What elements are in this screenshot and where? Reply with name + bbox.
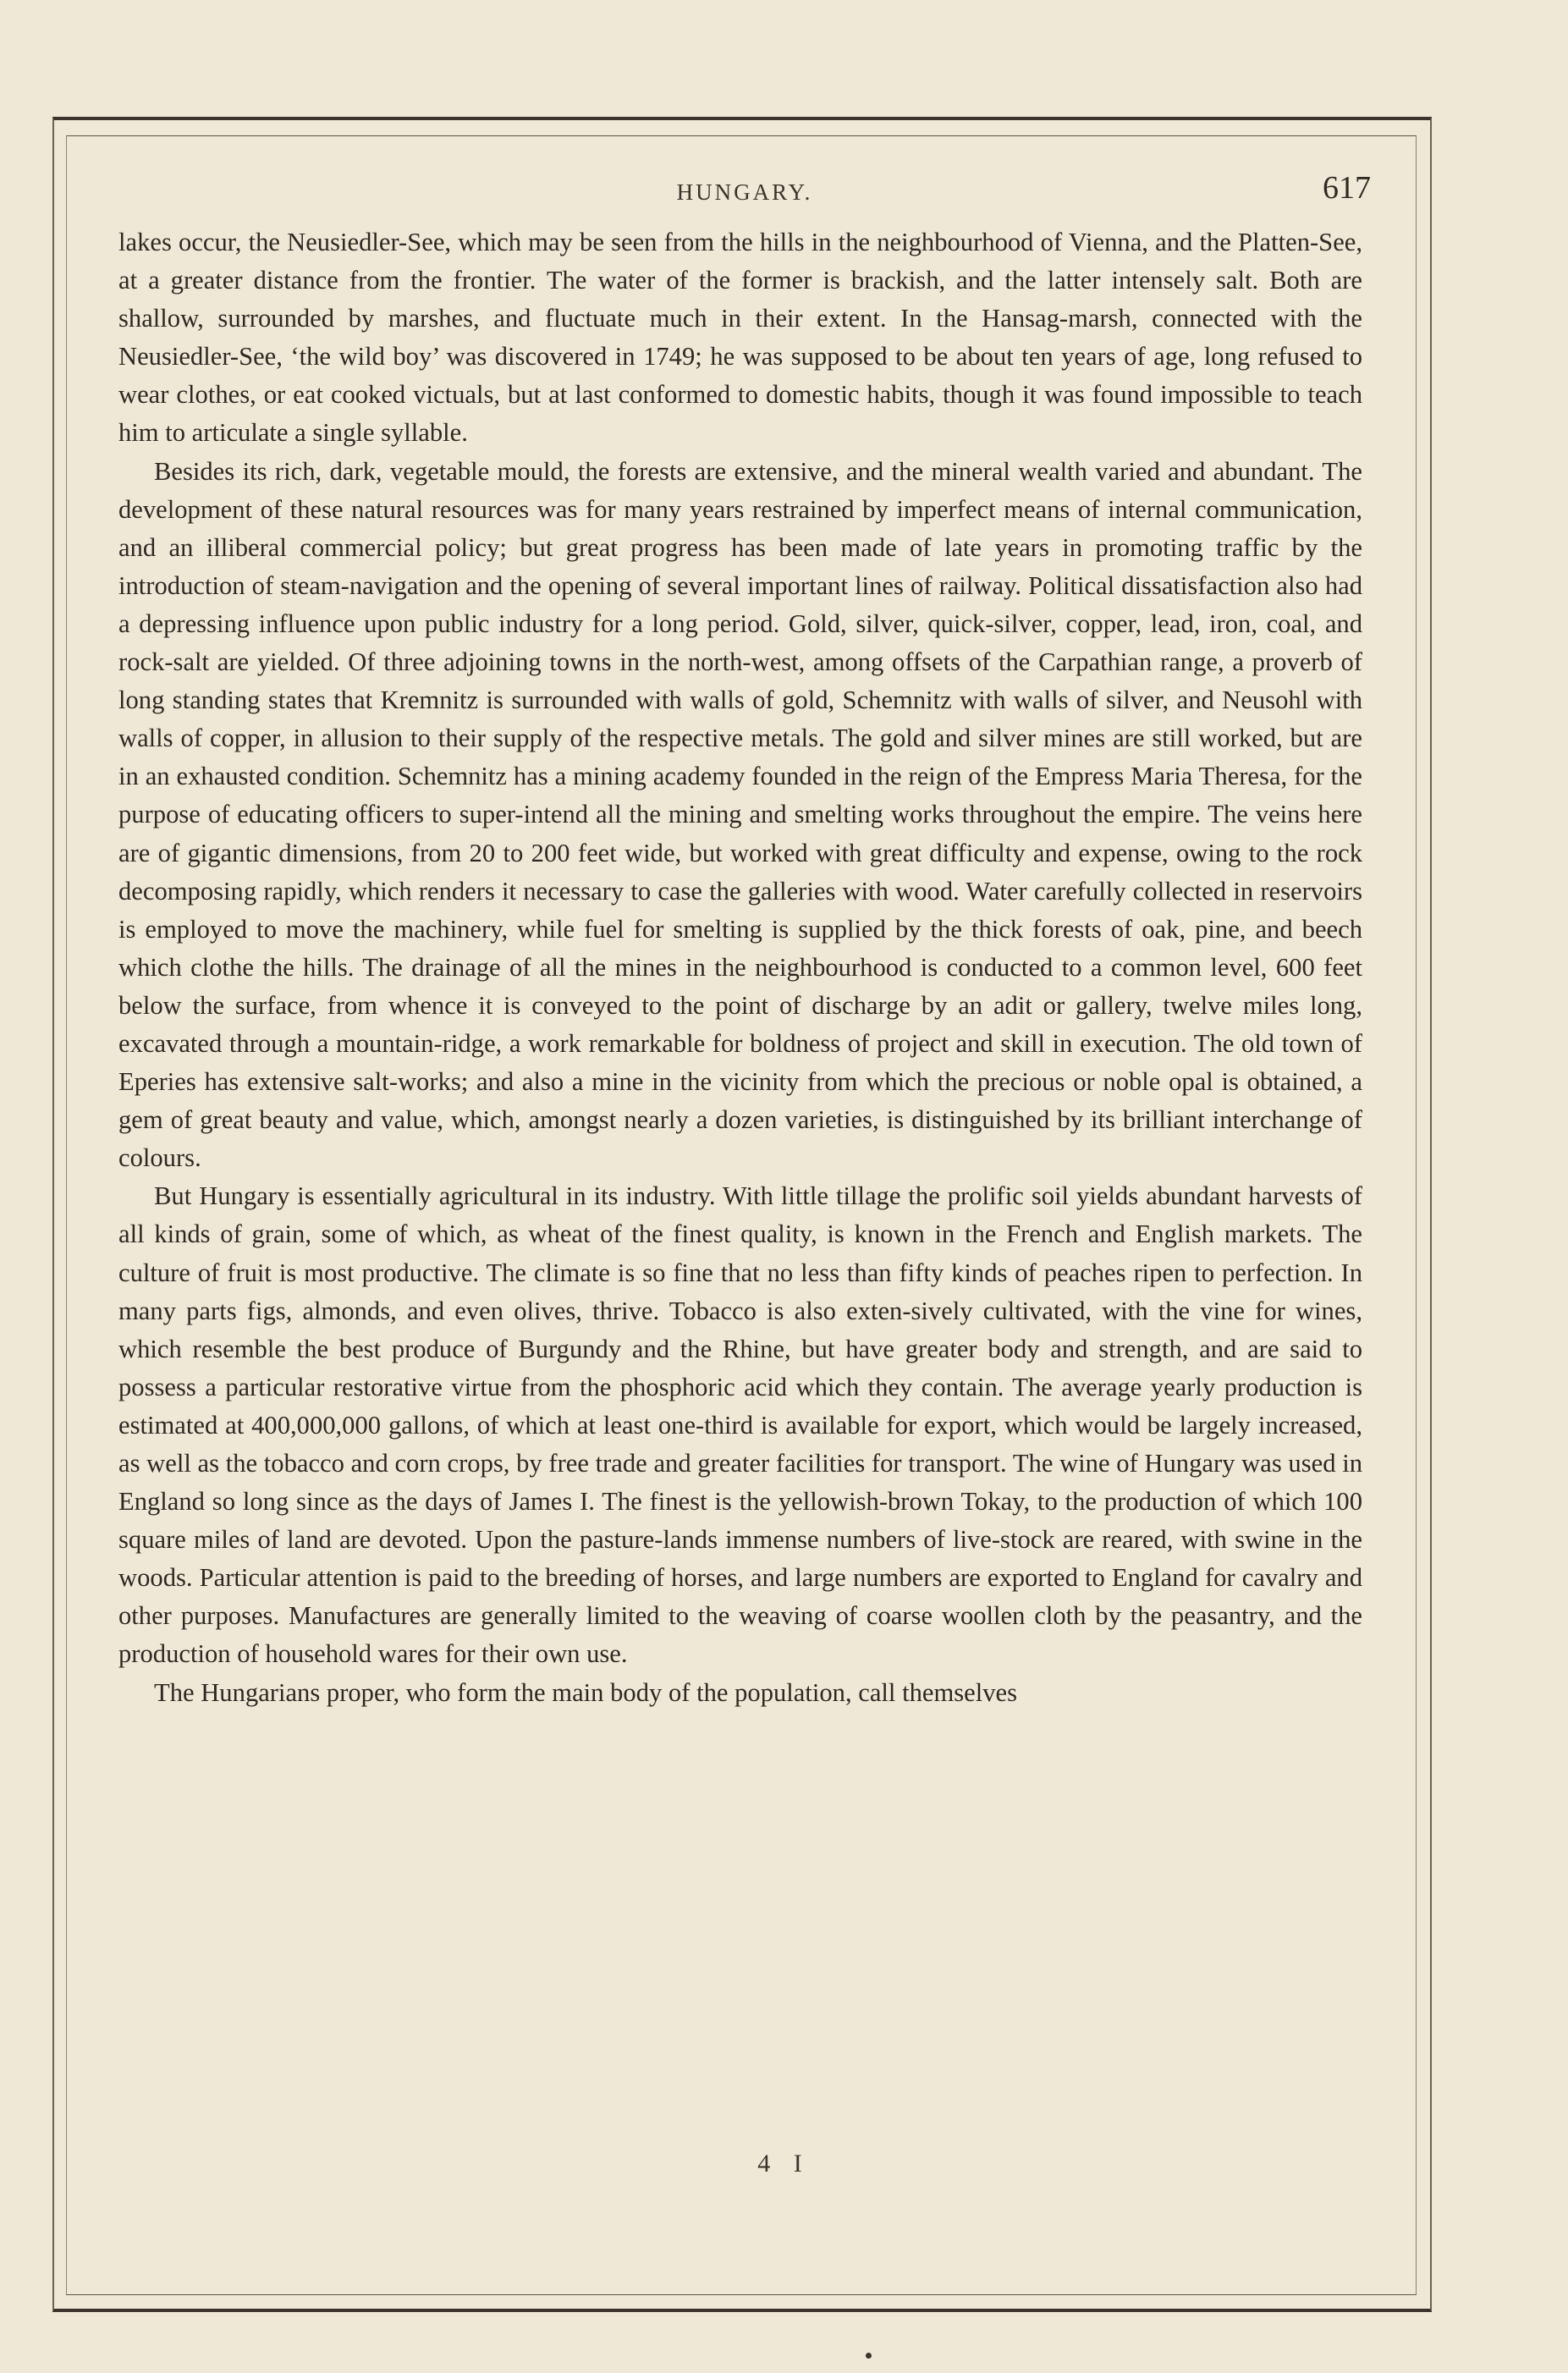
printer-signature: 4 I: [757, 2150, 811, 2178]
paragraph-resources: Besides its rich, dark, vegetable mould, the forests are extensive, and the mineral wealth varied and abundant. The development of these natural resources was for many years restrained by imperfect means of internal communication, and an illiberal commercial policy; but great progress has been made of late years in promoting traffic by the introduction of steam-navigation and the opening of several important lines of railway. Political dissatisfaction also had a depressing influence upon public industry for a long period. Gold, silver, quick-silver, copper, lead, iron, coal, and rock-salt are yielded. Of three adjoining towns in the north-west, among offsets of the Carpathian range, a proverb of long standing states that Kremnitz is surrounded with walls of gold, Schemnitz with walls of silver, and Neusohl with walls of copper, in allusion to their supply of the respective metals. The gold and silver mines are still worked, but are in an exhausted condition. Schemnitz has a mining academy founded in the reign of the Empress Maria Theresa, for the purpose of educating officers to super-intend all the mining and smelting works throughout the empire. The veins here are of gigantic dimensions, from 20 to 200 feet wide, but worked with great difficulty and expense, owing to the rock decomposing rapidly, which renders it necessary to case the galleries with wood. Water carefully collected in reservoirs is employed to move the machinery, while fuel for smelting is supplied by the thick forests of oak, pine, and beech which clothe the hills. The drainage of all the mines in the neighbourhood is conducted to a common level, 600 feet below the surface, from whence it is conveyed to the point of discharge by an adit or gallery, twelve miles long, excavated through a mountain-ridge, a work remarkable for boldness of project and skill in execution. The old town of Eperies has extensive salt-works; and also a mine in the vicinity from which the precious or noble opal is obtained, a gem of great beauty and value, which, amongst nearly a dozen varieties, is distinguished by its brilliant interchange of colours.: [118, 456, 1362, 1173]
paragraph-hungarians: The Hungarians proper, who form the main body of the population, call themselves: [154, 1677, 1018, 1707]
paragraph-lakes: lakes occur, the Neusiedler-See, which may be seen from the hills in the neighbourhood of Vienna, and the Platten-See, at a greater distance from the frontier. The water of the former is brackish, and the latter intensely salt. Both are shallow, surrounded by marshes, and fluctuate much in their extent. In the Hansag-marsh, connected with the Neusiedler-See, ‘the wild boy’ was discovered in 1749; he was supposed to be about ten years of age, long refused to wear clothes, or eat cooked victuals, but at last conformed to domestic habits, though it was found impossible to teach him to articulate a single syllable.: [118, 228, 1362, 448]
running-header: [118, 169, 1371, 206]
running-title: HUNGARY.: [676, 179, 813, 205]
paragraph-agriculture: But Hungary is essentially agricultural in its industry. With little tillage the prolific soil yields abundant harvests of all kinds of grain, some of which, as wheat of the finest quality, is known in the French and English markets. The culture of fruit is most productive. The climate is so fine that no less than fifty kinds of peaches ripen to perfection. In many parts figs, almonds, and even olives, thrive. Tobacco is also exten-sively cultivated, with the vine for wines, which resemble the best produce of Burgundy and the Rhine, but have greater body and strength, and are said to possess a particular restorative virtue from the phosphoric acid which they contain. The average yearly production is estimated at 400,000,000 gallons, of which at least one-third is available for export, which would be largely increased, as well as the tobacco and corn crops, by free trade and greater facilities for transport. The wine of Hungary was used in England so long since as the days of James I. The finest is the yellowish-brown Tokay, to the production of which 100 square miles of land are devoted. Upon the pasture-lands immense numbers of live-stock are reared, with swine in the woods. Particular attention is paid to the breeding of horses, and large numbers are exported to England for cavalry and other purposes. Manufactures are generally limited to the weaving of coarse woollen cloth by the peasantry, and the production of household wares for their own use.: [118, 1181, 1362, 1669]
page-number: 617: [1323, 170, 1371, 206]
ink-dot: [866, 2353, 872, 2359]
body-text: [118, 223, 1362, 1712]
